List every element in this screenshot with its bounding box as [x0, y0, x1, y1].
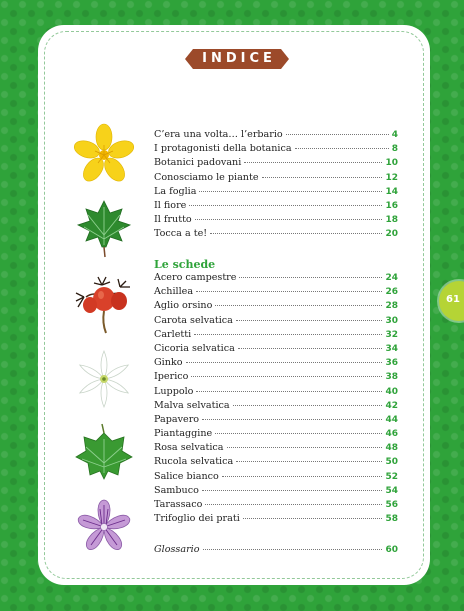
toc-entry[interactable]: [154, 400, 398, 414]
toc-entry-page: 14: [385, 186, 398, 197]
leader-dots: [203, 549, 383, 550]
toc-entry[interactable]: [154, 186, 398, 200]
toc-entry-page: 52: [385, 471, 398, 482]
toc-entry-label: Il fiore: [154, 199, 187, 211]
toc-entry[interactable]: [154, 272, 398, 286]
toc-schede-list: [154, 272, 398, 527]
toc-entry-label: Cicoria selvatica: [154, 342, 235, 354]
toc-entry-page: 50: [385, 457, 398, 468]
toc-entry-page: 34: [385, 343, 398, 354]
toc-entry-label: Sambuco: [154, 484, 199, 496]
toc-entry[interactable]: [154, 143, 398, 157]
toc-entry-page: 56: [385, 500, 398, 510]
section-heading: Le schede: [154, 258, 216, 271]
toc-entry[interactable]: [154, 414, 398, 428]
toc-entry-label: Conosciamo le piante: [154, 171, 259, 183]
leader-dots: [286, 134, 389, 135]
toc-entry-page: 12: [385, 172, 398, 183]
index-page: [38, 25, 430, 585]
toc-entry-page: 8: [391, 144, 398, 155]
page-number: 61: [446, 294, 460, 305]
toc-entry-page: 26: [385, 287, 398, 298]
toc-entry-label: Glossario: [154, 544, 200, 555]
leader-dots: [236, 461, 382, 462]
toc-entry[interactable]: [154, 300, 398, 314]
toc-entry-page: 54: [385, 485, 398, 496]
leader-dots: [227, 447, 383, 448]
toc-entry-label: C’era una volta… l’erbario: [154, 129, 283, 140]
toc-entry-page: 32: [385, 329, 398, 340]
leader-dots: [186, 362, 383, 363]
page-number-tab: [439, 281, 464, 321]
toc-entry-label: Il frutto: [154, 214, 192, 226]
leader-dots: [196, 291, 382, 292]
toc-entry[interactable]: [154, 485, 398, 499]
leader-dots: [196, 391, 382, 392]
toc-entry-page: 28: [385, 301, 398, 312]
toc-entry[interactable]: [154, 329, 398, 343]
toc-entry-label: Carletti: [154, 328, 192, 340]
leader-dots: [244, 162, 382, 163]
toc-entry-glossary[interactable]: [154, 544, 398, 558]
toc-entry[interactable]: [154, 343, 398, 357]
toc-entry-page: 36: [385, 358, 398, 369]
leader-dots: [202, 490, 383, 491]
toc-entry[interactable]: [154, 200, 398, 214]
toc-entry-label: Luppolo: [154, 385, 194, 397]
toc-entry-page: 30: [385, 315, 398, 326]
toc-entry-page: 42: [385, 400, 398, 411]
toc-entry-label: Rosa selvatica: [154, 442, 224, 454]
toc-entry-label: Aglio orsino: [154, 300, 213, 312]
toc-intro-list: [154, 129, 398, 243]
leader-dots: [215, 305, 382, 306]
toc-entry-page: 48: [385, 443, 398, 454]
toc-entry-label: Botanici padovani: [154, 157, 242, 169]
leader-dots: [243, 518, 383, 519]
leader-dots: [222, 476, 383, 477]
leader-dots: [205, 504, 382, 505]
toc-entry-page: 46: [385, 429, 398, 440]
maple-leaf-icon: [72, 195, 136, 259]
toc-entry-label: Achillea: [154, 286, 194, 298]
toc-entry-page: 60: [385, 545, 398, 555]
toc-entry-label: Salice bianco: [154, 470, 219, 482]
toc-entry-label: Tarassaco: [154, 499, 203, 510]
toc-entry[interactable]: [154, 157, 398, 171]
toc-entry-page: 44: [385, 414, 398, 425]
leader-dots: [194, 334, 382, 335]
toc-entry[interactable]: [154, 214, 398, 228]
toc-entry-page: 18: [385, 215, 398, 226]
mallow-flower-icon: [72, 495, 136, 559]
leader-dots: [262, 177, 383, 178]
toc-entry[interactable]: [154, 371, 398, 385]
toc-entry[interactable]: [154, 386, 398, 400]
toc-entry-label: Carota selvatica: [154, 314, 233, 326]
toc-entry[interactable]: [154, 513, 398, 527]
toc-entry-label: Papavero: [154, 413, 200, 425]
toc-entry-label: Piantaggine: [154, 428, 213, 440]
toc-entry-label: Acero campestre: [154, 272, 237, 283]
leader-dots: [199, 191, 382, 192]
leader-dots: [233, 405, 383, 406]
toc-entry-page: 10: [385, 158, 398, 169]
toc-entry-page: 20: [385, 229, 398, 240]
leader-dots: [202, 419, 382, 420]
leader-dots: [236, 320, 383, 321]
leader-dots: [295, 148, 389, 149]
leader-dots: [189, 205, 382, 206]
toc-entry[interactable]: [154, 286, 398, 300]
toc-entry[interactable]: [154, 471, 398, 485]
toc-entry-page: 58: [385, 514, 398, 525]
toc-entry-page: 24: [385, 273, 398, 283]
rose-hips-icon: [72, 271, 136, 335]
toc-entry-label: Trifoglio dei prati: [154, 513, 240, 525]
toc-entry-page: 40: [385, 386, 398, 397]
leader-dots: [238, 348, 383, 349]
toc-entry[interactable]: [154, 129, 398, 143]
toc-entry-label: Iperico: [154, 371, 189, 383]
toc-entry[interactable]: [154, 315, 398, 329]
leader-dots: [239, 277, 382, 278]
toc-entry[interactable]: [154, 442, 398, 456]
leader-dots: [215, 433, 382, 434]
white-flower-icon: [72, 347, 136, 411]
toc-entry[interactable]: [154, 499, 398, 513]
toc-entry-page: 4: [391, 130, 398, 140]
toc-entry[interactable]: [154, 172, 398, 186]
toc-entry-label: Tocca a te!: [154, 228, 208, 240]
toc-entry-label: I protagonisti della botanica: [154, 143, 292, 155]
toc-entry-label: La foglia: [154, 185, 197, 197]
toc-entry-label: Malva selvatica: [154, 399, 230, 411]
toc-glossary: [154, 544, 398, 558]
toc-entry-page: 38: [385, 372, 398, 383]
toc-entry[interactable]: [154, 428, 398, 442]
leader-dots: [195, 219, 383, 220]
yellow-flower-icon: [72, 123, 136, 187]
toc-entry-label: Ginko: [154, 357, 183, 369]
toc-entry[interactable]: [154, 357, 398, 371]
toc-entry-page: 16: [385, 200, 398, 211]
grape-leaf-icon: [72, 423, 136, 487]
toc-entry[interactable]: [154, 228, 398, 242]
toc-entry[interactable]: [154, 456, 398, 470]
toc-entry-label: Rucola selvatica: [154, 456, 234, 468]
leader-dots: [191, 376, 382, 377]
leader-dots: [210, 233, 382, 234]
page-title: INDICE: [193, 49, 281, 69]
